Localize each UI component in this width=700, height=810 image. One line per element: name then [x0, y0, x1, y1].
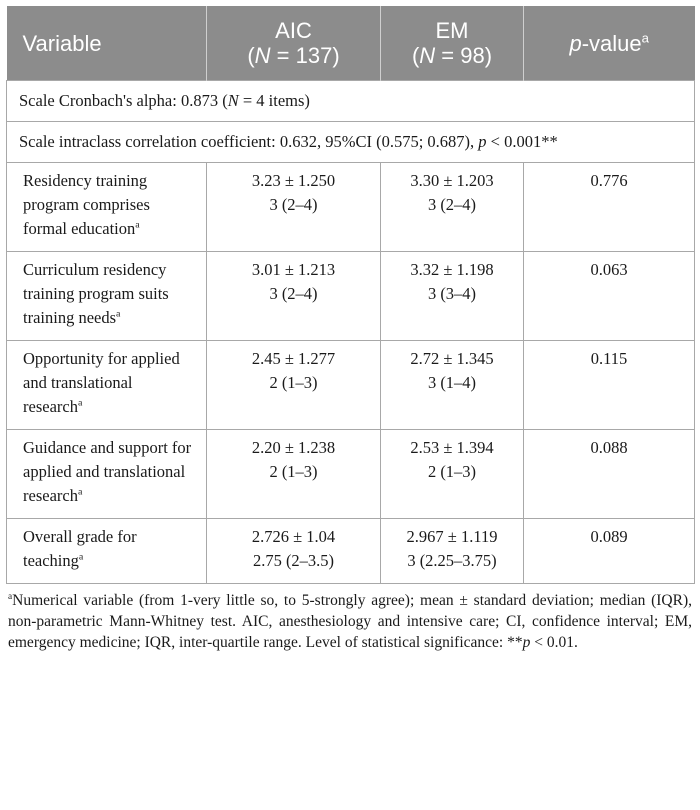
em-median: 2 (1–3)	[427, 462, 477, 481]
data-rows	[7, 163, 695, 584]
em-median: 3 (2–4)	[427, 195, 477, 214]
pvalue-cell: 0.063	[524, 252, 695, 341]
pvalue-cell: 0.089	[524, 519, 695, 584]
aic-mean: 2.726 ± 1.04	[251, 527, 336, 546]
table-row	[7, 163, 695, 252]
em-mean: 3.30 ± 1.203	[410, 171, 494, 190]
scale-icc-cell: Scale intraclass correlation coefficient: 0.632, 95%CI (0.575; 0.687), p < 0.001**	[7, 122, 695, 163]
variable-cell: Opportunity for applied and translational research$^a$	[7, 341, 207, 430]
variable-cell: Overall grade for teaching$^a$	[7, 519, 207, 584]
em-cell	[381, 163, 524, 252]
aic-mean: 2.45 ± 1.277	[251, 349, 336, 368]
header-aic: AIC (N = 137)	[207, 6, 381, 81]
aic-mean: 2.20 ± 1.238	[251, 438, 336, 457]
pvalue-cell: 0.776	[524, 163, 695, 252]
table-row	[7, 519, 695, 584]
table-row	[7, 252, 695, 341]
table-row	[7, 341, 695, 430]
variable-cell: Guidance and support for applied and translational research$^a$	[7, 430, 207, 519]
table-footnote: $^a$Numerical variable (from 1-very little so, to 5-strongly agree); mean ± standard deviation; median (IQR), non-parametric Mann-Whitney test. AIC, anesthesiology and intensive care; CI, confidence interval; EM, emergency medicine; IQR, inter-quartile range. Level of statistical significance: **p < 0.01.	[8, 591, 692, 651]
variable-cell: Curriculum residency training program suits training needs$^a$	[7, 252, 207, 341]
aic-cell	[207, 163, 381, 252]
scale-alpha-row	[7, 81, 695, 122]
aic-mean: 3.01 ± 1.213	[251, 260, 336, 279]
em-mean: 3.32 ± 1.198	[410, 260, 494, 279]
results-table	[6, 6, 695, 584]
aic-median: 2 (1–3)	[269, 373, 318, 392]
table-container	[6, 6, 694, 653]
em-mean: 2.967 ± 1.119	[406, 527, 498, 546]
aic-cell	[207, 430, 381, 519]
header-variable: Variable	[7, 6, 207, 81]
pvalue-cell: 0.088	[524, 430, 695, 519]
em-median: 3 (3–4)	[427, 284, 477, 303]
aic-cell	[207, 252, 381, 341]
aic-mean: 3.23 ± 1.250	[251, 171, 336, 190]
variable-cell: Residency training program comprises formal education$^a$	[7, 163, 207, 252]
em-cell	[381, 341, 524, 430]
em-median: 3 (1–4)	[427, 373, 477, 392]
em-median: 3 (2.25–3.75)	[407, 551, 497, 570]
em-cell	[381, 519, 524, 584]
aic-cell	[207, 519, 381, 584]
header-row	[7, 6, 695, 81]
header-em: EM (N = 98)	[381, 6, 524, 81]
aic-median: 3 (2–4)	[269, 195, 318, 214]
header-pvalue: p-value$^a$	[524, 6, 695, 81]
aic-median: 3 (2–4)	[269, 284, 318, 303]
em-cell	[381, 430, 524, 519]
aic-median: 2 (1–3)	[269, 462, 318, 481]
aic-cell	[207, 341, 381, 430]
scale-icc-row	[7, 122, 695, 163]
em-mean: 2.72 ± 1.345	[410, 349, 494, 368]
pvalue-cell: 0.115	[524, 341, 695, 430]
table-row	[7, 430, 695, 519]
em-cell	[381, 252, 524, 341]
em-mean: 2.53 ± 1.394	[410, 438, 494, 457]
aic-median: 2.75 (2–3.5)	[252, 551, 335, 570]
scale-alpha-cell: Scale Cronbach's alpha: 0.873 (N = 4 items)	[7, 81, 695, 122]
